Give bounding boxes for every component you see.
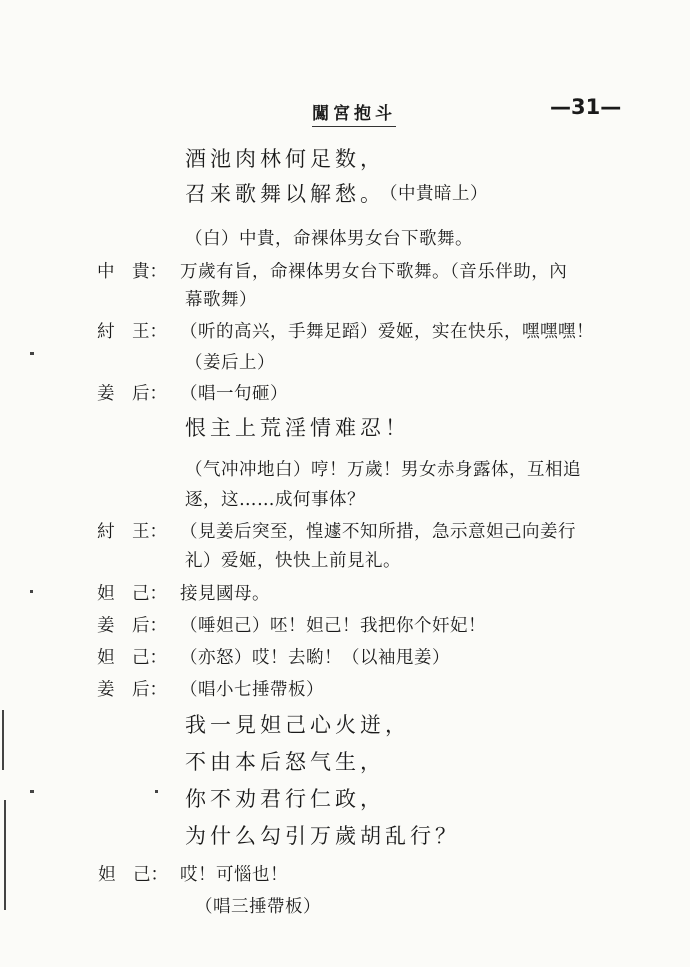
dialogue-line: 接見國母。 bbox=[180, 584, 270, 604]
scan-speck bbox=[30, 590, 33, 593]
dialogue-line: （見姜后突至，惶遽不知所措，急示意妲己向姜行 bbox=[180, 522, 576, 542]
scan-speck bbox=[155, 790, 158, 793]
speaker-label: 妲 己： bbox=[97, 648, 167, 668]
scan-speck bbox=[30, 790, 34, 793]
dialogue-line: 逐，这……成何事体？ bbox=[185, 490, 365, 510]
verse-line: 酒池肉林何足数， bbox=[185, 147, 385, 171]
scan-speck bbox=[30, 352, 34, 355]
dialogue-line: （气冲冲地白）哼！万歲！男女赤身露体，互相追 bbox=[185, 460, 581, 480]
verse-line: 恨主上荒淫情难忍！ bbox=[185, 416, 410, 440]
stage-direction: （中貴暗上） bbox=[380, 184, 488, 204]
speaker-label: 妲 己： bbox=[98, 865, 168, 885]
dialogue-line: （亦怒）哎！去喲！（以袖甩姜） bbox=[180, 648, 450, 668]
speaker-label: 紂 王： bbox=[97, 322, 167, 342]
verse-line: 为什么勾引万歲胡乱行？ bbox=[185, 824, 460, 848]
dialogue-line: （白）中貴，命裸体男女台下歌舞。 bbox=[185, 229, 473, 249]
scan-edge-mark bbox=[4, 800, 6, 910]
dialogue-line: （听的高兴，手舞足蹈）爱姬，实在快乐，嘿嘿嘿！ bbox=[180, 322, 594, 342]
running-title: 闖宮抱斗 bbox=[312, 99, 396, 127]
dialogue-line: 哎！可惱也！ bbox=[180, 865, 288, 885]
verse-line: 我一見妲己心火迸， bbox=[185, 713, 410, 737]
speaker-label: 姜 后： bbox=[97, 616, 167, 636]
page-header bbox=[0, 95, 690, 125]
speaker-label: 中 貴： bbox=[97, 262, 167, 282]
speaker-label: 紂 王： bbox=[97, 522, 167, 542]
dialogue-line: 礼）爱姬，快快上前見礼。 bbox=[185, 551, 401, 571]
page-number: —31— bbox=[550, 95, 622, 119]
verse-line: 不由本后怒气生， bbox=[185, 750, 385, 774]
dialogue-line: （唾妲己）呸！妲己！我把你个奸妃！ bbox=[180, 616, 486, 636]
stage-direction: （唱三捶帶板） bbox=[195, 897, 321, 917]
speaker-label: 妲 己： bbox=[97, 584, 167, 604]
verse-line: 你不劝君行仁政， bbox=[185, 787, 385, 811]
speaker-label: 姜 后： bbox=[97, 680, 167, 700]
stage-direction: （唱小七捶帶板） bbox=[180, 680, 324, 700]
stage-direction: （唱一句砸） bbox=[180, 384, 288, 404]
verse-line: 召来歌舞以解愁。 bbox=[185, 182, 385, 206]
speaker-label: 姜 后： bbox=[97, 384, 167, 404]
dialogue-line: 幕歌舞） bbox=[185, 290, 257, 310]
scan-edge-mark bbox=[2, 710, 4, 770]
dialogue-line: 万歲有旨，命裸体男女台下歌舞。（音乐伴助，內 bbox=[180, 262, 568, 282]
stage-direction: （姜后上） bbox=[185, 353, 275, 373]
